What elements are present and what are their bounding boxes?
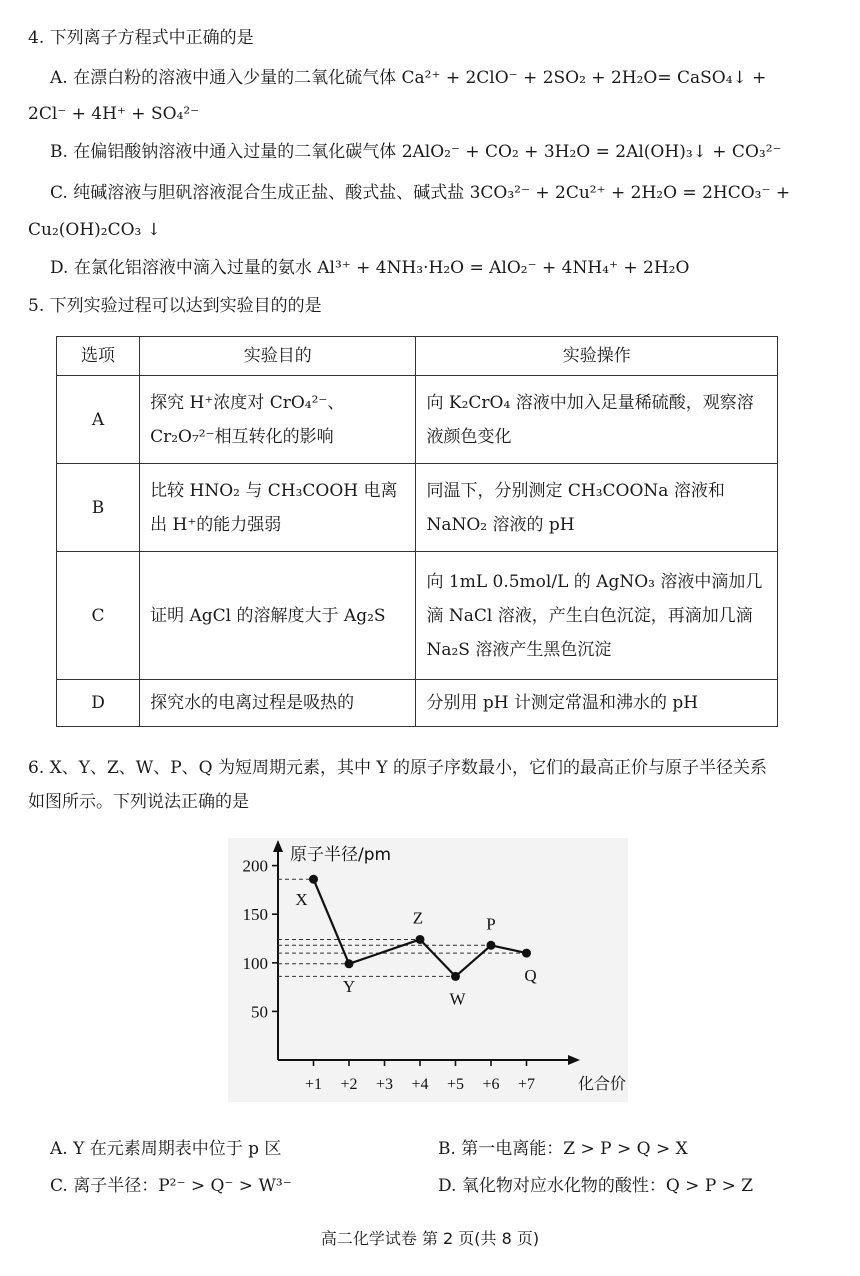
data-point [522, 949, 531, 958]
q4-option-a: A. 在漂白粉的溶液中通入少量的二氧化硫气体 Ca²⁺ + 2ClO⁻ + 2SO₂ + 2H₂O= CaSO₄↓ + [50, 68, 767, 88]
table-cell-option: C [57, 552, 140, 680]
x-tick-label: +7 [517, 1076, 536, 1093]
y-tick-label: 50 [251, 1002, 268, 1022]
table-row [57, 376, 778, 464]
table-cell-operation: 向 1mL 0.5mol/L 的 AgNO₃ 溶液中滴加几滴 NaCl 溶液，产生白色沉淀，再滴加几滴 Na₂S 溶液产生黑色沉淀 [416, 552, 778, 680]
table-cell-option: A [57, 376, 140, 464]
table-cell-goal: 证明 AgCl 的溶解度大于 Ag₂S [140, 552, 416, 680]
q6-option-b: B. 第一电离能：Z > P > Q > X [438, 1139, 688, 1159]
y-axis-label: 原子半径/pm [290, 845, 392, 865]
q4-option-b: B. 在偏铝酸钠溶液中通入过量的二氧化碳气体 2AlO₂⁻ + CO₂ + 3H₂O = 2Al(OH)₃↓ + CO₃²⁻ [50, 142, 782, 162]
table-cell-operation: 同温下，分别测定 CH₃COONa 溶液和 NaNO₂ 溶液的 pH [416, 464, 778, 552]
data-point [487, 941, 496, 950]
table-header: 实验目的 [140, 337, 416, 376]
table-cell-goal: 探究 H⁺浓度对 CrO₄²⁻、Cr₂O₇²⁻相互转化的影响 [140, 376, 416, 464]
table-cell-option: D [57, 680, 140, 727]
q6-stem-cont: 如图所示。下列说法正确的是 [28, 792, 249, 812]
y-tick-label: 100 [242, 953, 268, 973]
q6-option-d: D. 氧化物对应水化物的酸性：Q > P > Z [438, 1176, 754, 1196]
table-row [57, 552, 778, 680]
point-label: P [486, 914, 496, 934]
table-cell-goal: 比较 HNO₂ 与 CH₃COOH 电离出 H⁺的能力强弱 [140, 464, 416, 552]
y-tick-label: 200 [242, 856, 268, 876]
x-axis-label: 化合价 [578, 1074, 627, 1093]
table-cell-option: B [57, 464, 140, 552]
x-tick-label: +3 [375, 1076, 394, 1093]
q5-stem: 5. 下列实验过程可以达到实验目的的是 [28, 296, 322, 316]
table-cell-operation: 向 K₂CrO₄ 溶液中加入足量稀硫酸，观察溶液颜色变化 [416, 376, 778, 464]
data-point [345, 959, 354, 968]
data-point [416, 935, 425, 944]
q4-stem: 4. 下列离子方程式中正确的是 [28, 28, 254, 48]
data-point [451, 972, 460, 981]
radius-valence-chart [228, 838, 628, 1102]
y-tick-label: 150 [242, 905, 268, 925]
point-label: Q [524, 966, 537, 986]
table-cell-goal: 探究水的电离过程是吸热的 [140, 680, 416, 727]
point-label: Z [412, 908, 424, 928]
table-row [57, 464, 778, 552]
page-footer: 高二化学试卷 第 2 页(共 8 页) [320, 1229, 540, 1248]
x-tick-label: +5 [446, 1076, 465, 1093]
table-header: 选项 [57, 337, 140, 376]
q6-option-a: A. Y 在元素周期表中位于 p 区 [50, 1139, 282, 1159]
q4-option-a-cont: 2Cl⁻ + 4H⁺ + SO₄²⁻ [28, 104, 200, 124]
q4-option-c-cont: Cu₂(OH)₂CO₃ ↓ [28, 220, 162, 240]
point-label: Y [342, 976, 356, 996]
table-header-row [57, 337, 778, 376]
x-tick-label: +1 [304, 1076, 323, 1093]
q4-option-d: D. 在氯化铝溶液中滴入过量的氨水 Al³⁺ + 4NH₃·H₂O = AlO₂⁻ + 4NH₄⁺ + 2H₂O [50, 258, 690, 278]
q6-stem: 6. X、Y、Z、W、P、Q 为短周期元素，其中 Y 的原子序数最小，它们的最高正价与原子半径关系 [28, 758, 768, 778]
table-row [57, 680, 778, 727]
q4-option-c: C. 纯碱溶液与胆矾溶液混合生成正盐、酸式盐、碱式盐 3CO₃²⁻ + 2Cu²⁺ + 2H₂O = 2HCO₃⁻ + [50, 183, 791, 203]
q6-option-c: C. 离子半径：P²⁻ > Q⁻ > W³⁻ [50, 1176, 292, 1196]
x-tick-label: +2 [340, 1076, 358, 1093]
x-tick-label: +4 [411, 1076, 429, 1093]
table-cell-operation: 分别用 pH 计测定常温和沸水的 pH [416, 680, 778, 727]
table-header: 实验操作 [416, 337, 778, 376]
point-label: W [449, 989, 466, 1009]
x-tick-label: +6 [482, 1076, 500, 1093]
point-label: X [295, 890, 308, 910]
data-point [309, 875, 318, 884]
experiment-table [56, 336, 778, 727]
